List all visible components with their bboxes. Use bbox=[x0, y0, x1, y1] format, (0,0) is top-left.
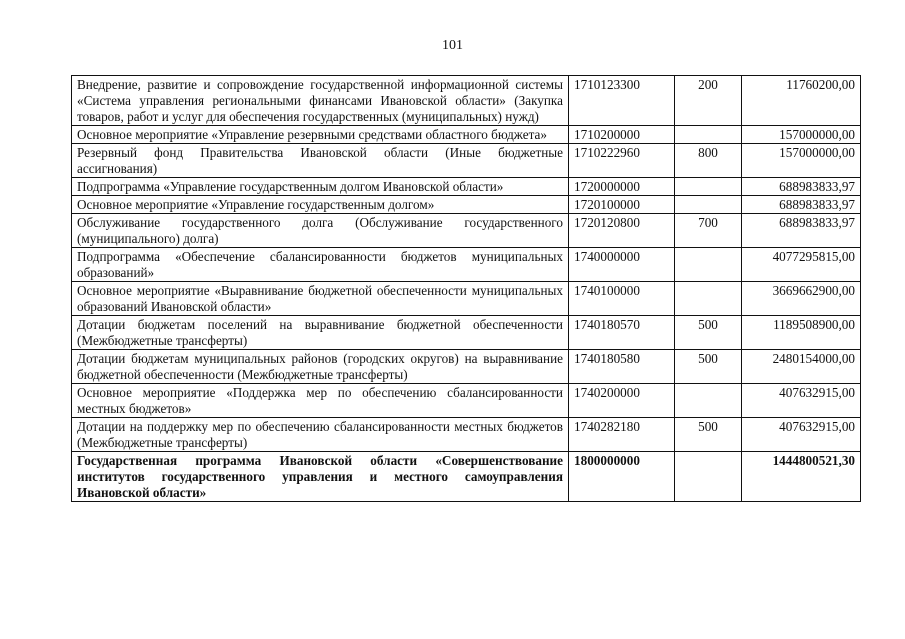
row-sum-cell: 1189508900,00 bbox=[742, 316, 861, 350]
row-expense-type-cell bbox=[675, 248, 742, 282]
row-code-cell: 1720120800 bbox=[569, 214, 675, 248]
row-name-cell: Внедрение, развитие и сопровождение государственной информационной системы «Система управления региональными финансами Ивановской области» (Закупка товаров, работ и услуг для обеспечения государственных (муниципальных) нужд) bbox=[72, 76, 569, 126]
row-name-cell: Основное мероприятие «Управление резервными средствами областного бюджета» bbox=[72, 126, 569, 144]
table-row bbox=[72, 316, 861, 350]
row-name-cell: Дотации бюджетам поселений на выравнивание бюджетной обеспеченности (Межбюджетные трансферты) bbox=[72, 316, 569, 350]
row-sum-cell: 4077295815,00 bbox=[742, 248, 861, 282]
row-name-cell: Подпрограмма «Обеспечение сбалансированности бюджетов муниципальных образований» bbox=[72, 248, 569, 282]
table-row bbox=[72, 350, 861, 384]
row-name-cell: Основное мероприятие «Выравнивание бюджетной обеспеченности муниципальных образований Ивановской области» bbox=[72, 282, 569, 316]
row-sum-cell: 11760200,00 bbox=[742, 76, 861, 126]
table-row bbox=[72, 452, 861, 502]
row-name-cell: Государственная программа Ивановской области «Совершенствование институтов государственного управления и местного самоуправления Ивановской области» bbox=[72, 452, 569, 502]
row-code-cell: 1720000000 bbox=[569, 178, 675, 196]
row-name-cell: Основное мероприятие «Управление государственным долгом» bbox=[72, 196, 569, 214]
table-row bbox=[72, 126, 861, 144]
row-name-cell: Подпрограмма «Управление государственным долгом Ивановской области» bbox=[72, 178, 569, 196]
row-expense-type-cell: 500 bbox=[675, 316, 742, 350]
row-name-cell: Резервный фонд Правительства Ивановской области (Иные бюджетные ассигнования) bbox=[72, 144, 569, 178]
row-expense-type-cell bbox=[675, 384, 742, 418]
row-code-cell: 1710200000 bbox=[569, 126, 675, 144]
row-expense-type-cell bbox=[675, 452, 742, 502]
row-expense-type-cell: 500 bbox=[675, 350, 742, 384]
row-expense-type-cell: 700 bbox=[675, 214, 742, 248]
row-expense-type-cell: 800 bbox=[675, 144, 742, 178]
table-row bbox=[72, 248, 861, 282]
row-sum-cell: 688983833,97 bbox=[742, 214, 861, 248]
budget-table bbox=[71, 75, 861, 502]
budget-table-body bbox=[72, 76, 861, 502]
table-row bbox=[72, 282, 861, 316]
row-name-cell: Основное мероприятие «Поддержка мер по обеспечению сбалансированности местных бюджетов» bbox=[72, 384, 569, 418]
row-code-cell: 1710222960 bbox=[569, 144, 675, 178]
row-sum-cell: 688983833,97 bbox=[742, 196, 861, 214]
row-sum-cell: 407632915,00 bbox=[742, 418, 861, 452]
table-row bbox=[72, 144, 861, 178]
table-row bbox=[72, 384, 861, 418]
row-code-cell: 1740200000 bbox=[569, 384, 675, 418]
row-sum-cell: 3669662900,00 bbox=[742, 282, 861, 316]
row-sum-cell: 157000000,00 bbox=[742, 144, 861, 178]
row-expense-type-cell: 500 bbox=[675, 418, 742, 452]
row-code-cell: 1800000000 bbox=[569, 452, 675, 502]
row-expense-type-cell: 200 bbox=[675, 76, 742, 126]
row-name-cell: Дотации на поддержку мер по обеспечению сбалансированности местных бюджетов (Межбюджетные трансферты) bbox=[72, 418, 569, 452]
table-row bbox=[72, 178, 861, 196]
row-code-cell: 1740100000 bbox=[569, 282, 675, 316]
row-sum-cell: 688983833,97 bbox=[742, 178, 861, 196]
row-sum-cell: 1444800521,30 bbox=[742, 452, 861, 502]
row-sum-cell: 2480154000,00 bbox=[742, 350, 861, 384]
table-row bbox=[72, 196, 861, 214]
row-name-cell: Дотации бюджетам муниципальных районов (городских округов) на выравнивание бюджетной обеспеченности (Межбюджетные трансферты) bbox=[72, 350, 569, 384]
table-row bbox=[72, 418, 861, 452]
row-code-cell: 1720100000 bbox=[569, 196, 675, 214]
row-code-cell: 1740180580 bbox=[569, 350, 675, 384]
row-code-cell: 1710123300 bbox=[569, 76, 675, 126]
row-expense-type-cell bbox=[675, 196, 742, 214]
row-expense-type-cell bbox=[675, 282, 742, 316]
row-sum-cell: 407632915,00 bbox=[742, 384, 861, 418]
row-code-cell: 1740180570 bbox=[569, 316, 675, 350]
table-row bbox=[72, 214, 861, 248]
table-row bbox=[72, 76, 861, 126]
row-name-cell: Обслуживание государственного долга (Обслуживание государственного (муниципального) долга) bbox=[72, 214, 569, 248]
row-expense-type-cell bbox=[675, 126, 742, 144]
row-expense-type-cell bbox=[675, 178, 742, 196]
page-number: 101 bbox=[442, 38, 463, 53]
row-code-cell: 1740000000 bbox=[569, 248, 675, 282]
row-code-cell: 1740282180 bbox=[569, 418, 675, 452]
row-sum-cell: 157000000,00 bbox=[742, 126, 861, 144]
